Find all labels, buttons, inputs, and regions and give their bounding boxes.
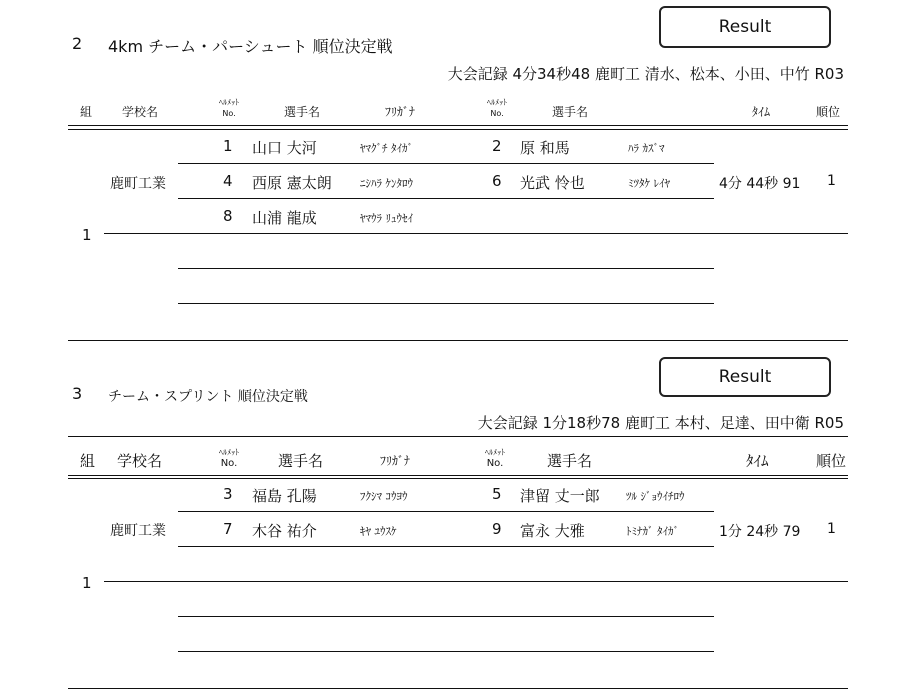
event-title: 4km チーム・パーシュート 順位決定戦 (108, 37, 393, 56)
col-player: 選手名 (284, 105, 321, 119)
col-helmet-no-2: ﾍﾙﾒｯﾄ No. (487, 98, 507, 118)
player-name: 福島 孔陽 (252, 487, 317, 505)
helmet-no: 1 (223, 137, 233, 155)
group-rule (104, 233, 848, 234)
player-kana: ﾔﾏｸﾞﾁ ﾀｲｶﾞ (360, 142, 413, 155)
player-name: 西原 憲太朗 (252, 174, 332, 192)
header-rule (68, 475, 848, 476)
group-number: 1 (82, 574, 92, 592)
section-rule (68, 340, 848, 341)
helmet-no: 8 (223, 207, 233, 225)
helmet-no: 4 (223, 172, 233, 190)
player-kana: ﾄﾐﾅｶﾞ ﾀｲｶﾞ (626, 525, 679, 538)
header-rule (68, 478, 848, 479)
col-furigana: ﾌﾘｶﾞﾅ (380, 454, 411, 468)
player-kana: ｷﾔ ﾕｳｽｹ (360, 525, 397, 538)
col-time: ﾀｲﾑ (746, 452, 769, 470)
team-time: 4分 44秒 91 (719, 176, 801, 192)
row-rule (178, 546, 714, 547)
col-helmet-no: ﾍﾙﾒｯﾄ No. (219, 448, 239, 469)
player-name: 山浦 龍成 (252, 209, 317, 227)
helmet-no: 6 (492, 172, 502, 190)
player-kana: ﾊﾗ ｶｽﾞﾏ (628, 142, 665, 155)
helmet-no: 2 (492, 137, 502, 155)
col-time: ﾀｲﾑ (752, 105, 771, 119)
team-rank: 1 (827, 521, 836, 537)
helmet-no: 3 (223, 485, 233, 503)
col-group: 組 (80, 452, 96, 470)
helmet-no: 5 (492, 485, 502, 503)
player-name: 木谷 祐介 (252, 522, 317, 540)
col-helmet-no: ﾍﾙﾒｯﾄ No. (219, 98, 239, 118)
header-rule (68, 125, 848, 126)
result-button[interactable]: Result (659, 6, 831, 48)
col-school: 学校名 (117, 452, 163, 470)
row-rule (178, 268, 714, 269)
row-rule (178, 651, 714, 652)
col-player: 選手名 (278, 452, 324, 470)
player-name: 光武 怜也 (520, 174, 585, 192)
col-player-2: 選手名 (547, 452, 593, 470)
row-rule (178, 303, 714, 304)
player-kana: ﾆｼﾊﾗ ｹﾝﾀﾛｳ (360, 177, 413, 190)
school-name: 鹿町工業 (110, 523, 166, 539)
row-rule (178, 511, 714, 512)
group-number: 1 (82, 226, 92, 244)
player-name: 原 和馬 (520, 139, 570, 157)
col-group: 組 (80, 105, 93, 119)
header-rule (68, 129, 848, 130)
event-number: 2 (72, 34, 83, 53)
player-name: 山口 大河 (252, 139, 317, 157)
team-rank: 1 (827, 173, 836, 189)
team-time: 1分 24秒 79 (719, 524, 801, 540)
player-name: 津留 丈一郎 (520, 487, 600, 505)
col-rank: 順位 (816, 105, 841, 119)
row-rule (178, 198, 714, 199)
col-school: 学校名 (122, 105, 159, 119)
group-rule (104, 581, 848, 582)
player-kana: ﾔﾏｳﾗ ﾘｭｳｾｲ (360, 212, 413, 225)
helmet-no: 7 (223, 520, 233, 538)
event-number: 3 (72, 384, 83, 403)
meet-record: 大会記録 4分34秒48 鹿町工 清水、松本、小田、中竹 R03 (447, 65, 844, 83)
col-furigana: ﾌﾘｶﾞﾅ (385, 105, 416, 119)
player-name: 富永 大雅 (520, 522, 585, 540)
school-name: 鹿町工業 (110, 176, 166, 192)
meet-record: 大会記録 1分18秒78 鹿町工 本村、足達、田中衛 R05 (477, 414, 844, 432)
col-player-2: 選手名 (552, 105, 589, 119)
col-helmet-no-2: ﾍﾙﾒｯﾄ No. (485, 448, 505, 469)
player-kana: ﾌｸｼﾏ ｺｳﾖｳ (360, 490, 408, 503)
section-rule (68, 688, 848, 689)
player-kana: ﾂﾙ ｼﾞｮｳｲﾁﾛｳ (626, 490, 685, 503)
row-rule (178, 616, 714, 617)
result-button[interactable]: Result (659, 357, 831, 397)
player-kana: ﾐﾂﾀｹ ﾚｲﾔ (628, 177, 670, 190)
header-top-rule (68, 436, 848, 437)
helmet-no: 9 (492, 520, 502, 538)
event-title: チーム・スプリント 順位決定戦 (108, 389, 308, 405)
col-rank: 順位 (816, 452, 847, 470)
row-rule (178, 163, 714, 164)
